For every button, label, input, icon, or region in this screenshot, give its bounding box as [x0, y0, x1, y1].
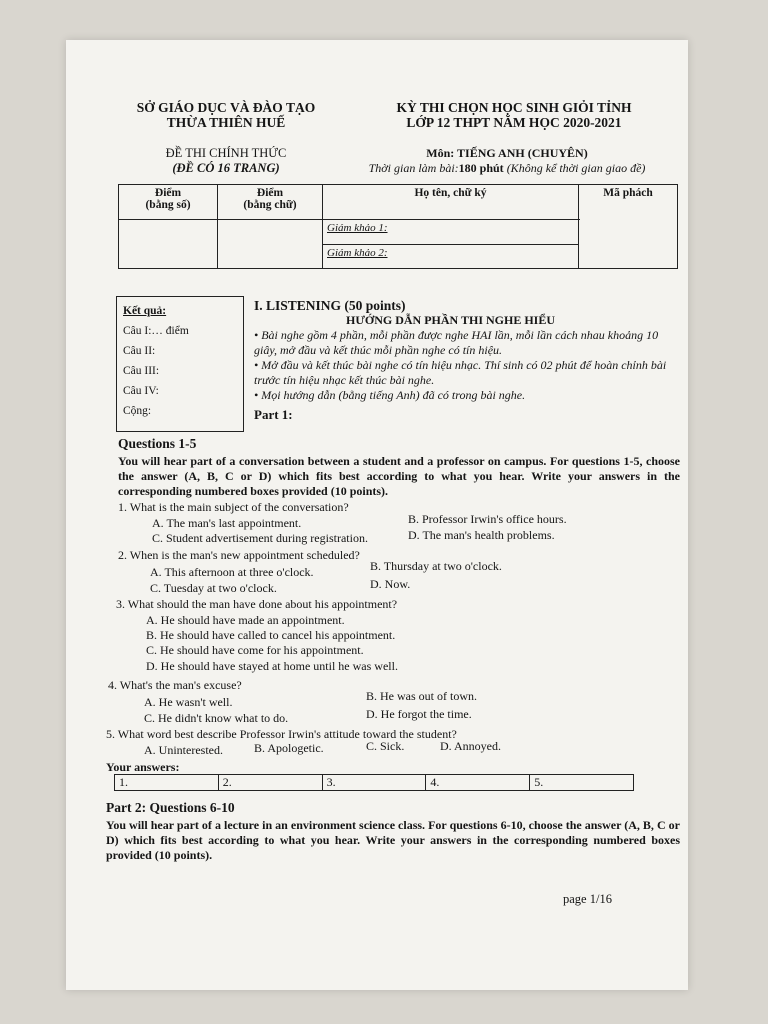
guide-title: HƯỚNG DẪN PHẦN THI NGHE HIỂU: [346, 313, 556, 327]
subject-label: Môn: TIẾNG ANH (CHUYÊN): [426, 146, 588, 160]
q2-option-d: D. Now.: [370, 577, 411, 591]
q3-option-d: D. He should have stayed at home until he was well.: [146, 659, 398, 673]
q4-option-d: D. He forgot the time.: [366, 707, 472, 721]
exam-line-2: LỚP 12 THPT NĂM HỌC 2020-2021: [406, 115, 622, 130]
q5-option-d: D. Annoyed.: [440, 739, 501, 753]
q1-option-d: D. The man's health problems.: [408, 528, 555, 542]
score-word-title: Điểm: [256, 187, 284, 199]
questions-1-5-title: Questions 1-5: [118, 436, 197, 451]
q4-option-b: B. He was out of town.: [366, 689, 477, 703]
score-word-sub: (bằng chữ): [243, 199, 297, 211]
listening-title: I. LISTENING (50 points): [254, 298, 406, 313]
page-number: page 1/16: [563, 892, 612, 906]
answer-boxes: [114, 774, 634, 791]
answer-box-4[interactable]: 4.: [426, 775, 530, 791]
time-info: [332, 161, 682, 176]
question-3: 3. What should the man have done about his appointment?: [116, 597, 398, 611]
result-row: Cộng:: [123, 405, 152, 417]
time-value: 180 phút: [458, 161, 504, 175]
score-number-title: Điểm: [154, 187, 182, 199]
department-line-1: SỞ GIÁO DỤC VÀ ĐÀO TẠO: [136, 100, 316, 115]
time-label: Thời gian làm bài:: [368, 161, 459, 175]
official-info: [116, 146, 336, 176]
examiner-header: Họ tên, chữ ký: [323, 185, 579, 220]
q4-option-c: C. He didn't know what to do.: [144, 711, 289, 725]
q2-option-c: C. Tuesday at two o'clock.: [150, 581, 277, 595]
score-number-sub: (bằng số): [145, 199, 191, 211]
results-title: Kết quả:: [123, 305, 167, 317]
part1-label: Part 1:: [254, 407, 293, 422]
department-header: [116, 100, 336, 130]
answer-box-2[interactable]: 2.: [218, 775, 322, 791]
exam-line-1: KỲ THI CHỌN HỌC SINH GIỎI TỈNH: [396, 100, 632, 115]
q5-option-b: B. Apologetic.: [254, 741, 324, 755]
guide-bullet: • Bài nghe gồm 4 phần, mỗi phần được nghe HAI lần, mỗi lần cách nhau khoảng 10 giây, mở đầu và kết thúc mỗi phần nghe có tín hiệu.: [254, 328, 659, 357]
result-row: Câu IV:: [123, 385, 159, 397]
q3-option-b: B. He should have called to cancel his appointment.: [146, 628, 396, 642]
question-1: 1. What is the main subject of the conversation?: [118, 500, 349, 514]
your-answers-label: Your answers:: [106, 760, 180, 774]
score-table: [118, 184, 678, 269]
q2-option-b: B. Thursday at two o'clock.: [370, 559, 502, 573]
examiner-1-label: Giám khảo 1:: [327, 222, 388, 234]
answer-box-3[interactable]: 3.: [322, 775, 426, 791]
q1-option-b: B. Professor Irwin's office hours.: [408, 512, 567, 526]
part2-title: Part 2: Questions 6-10: [106, 800, 235, 815]
exam-page: [66, 40, 688, 990]
guide-bullet: • Mở đầu và kết thúc bài nghe có tín hiệu nhạc. Thí sinh có 02 phút để hoàn chỉnh bài trước tín hiệu nhạc kết thúc bài nghe.: [254, 358, 667, 387]
result-row: Câu I:… điểm: [123, 325, 189, 337]
result-row: Câu III:: [123, 365, 160, 377]
examiner-2-label: Giám khảo 2:: [327, 246, 388, 259]
part2-instructions: You will hear part of a lecture in an environment science class. For questions 6-10, choose the answer (A, B, C or D) which fits best according to what you hear. Write your answers in the corresponding numbered boxes provided (10 points).: [106, 818, 680, 862]
q3-option-c: C. He should have come for his appointment.: [146, 643, 364, 657]
page-count: (ĐỀ CÓ 16 TRANG): [172, 161, 280, 175]
department-line-2: THỪA THIÊN HUẾ: [166, 115, 286, 130]
results-box: [116, 296, 244, 432]
score-word-header: [218, 185, 323, 220]
questions-1-5-instructions: You will hear part of a conversation between a student and a professor on campus. For questions 1-5, choose the answer (A, B, C or D) which fits best according to what you hear. Write your answers in the corresponding numbered boxes provided (10 points).: [118, 454, 680, 498]
result-row: Câu II:: [123, 345, 156, 357]
question-5: 5. What word best describe Professor Irwin's attitude toward the student?: [106, 727, 457, 741]
listening-section: [254, 298, 674, 422]
score-number-header: [119, 185, 218, 220]
q3-option-a: A. He should have made an appointment.: [146, 613, 345, 627]
q1-option-c: C. Student advertisement during registration.: [152, 531, 368, 545]
time-note: (Không kể thời gian giao đề): [506, 161, 646, 175]
q5-option-c: C. Sick.: [366, 739, 405, 753]
answer-box-5[interactable]: 5.: [530, 775, 634, 791]
q1-option-a: A. The man's last appointment.: [152, 516, 302, 530]
q4-option-a: A. He wasn't well.: [144, 695, 233, 709]
exam-header: [384, 100, 644, 130]
subject-info: [332, 146, 682, 176]
score-word-cell[interactable]: [218, 220, 323, 269]
question-4: 4. What's the man's excuse?: [108, 678, 242, 692]
code-header: Mã phách: [579, 185, 678, 269]
answer-box-1[interactable]: 1.: [115, 775, 219, 791]
q5-option-a: A. Uninterested.: [144, 743, 223, 757]
score-number-cell[interactable]: [119, 220, 218, 269]
guide-bullet: • Mọi hướng dẫn (bằng tiếng Anh) đã có trong bài nghe.: [254, 388, 526, 402]
official-label: ĐỀ THI CHÍNH THỨC: [165, 146, 287, 160]
q2-option-a: A. This afternoon at three o'clock.: [150, 565, 314, 579]
question-2: 2. When is the man's new appointment scheduled?: [118, 548, 360, 562]
